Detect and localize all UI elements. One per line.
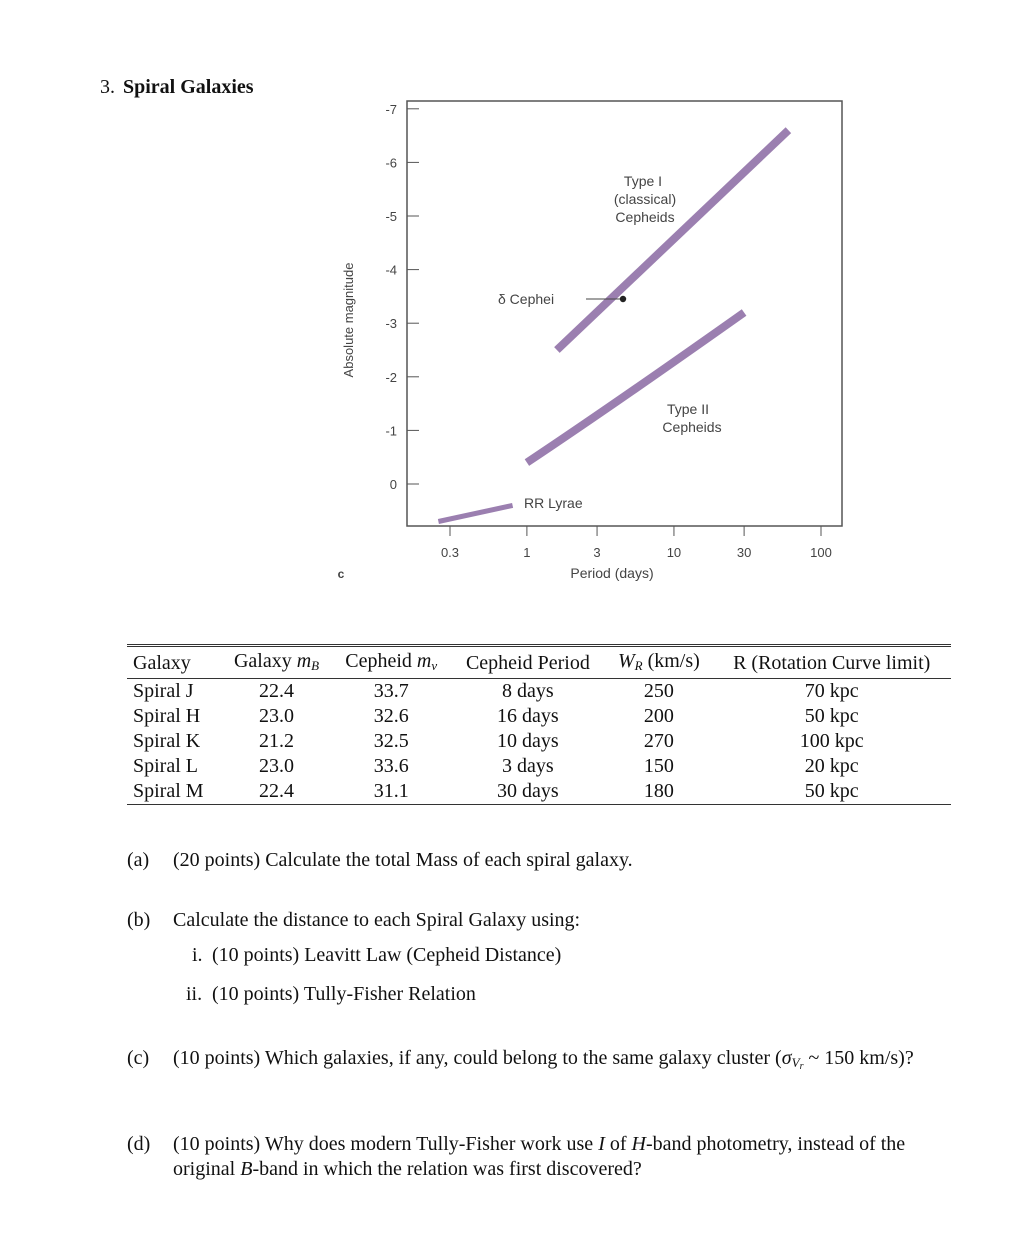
col-header-mb-subscript: B xyxy=(311,658,320,673)
section-number: 3. xyxy=(100,76,115,98)
question-b-i xyxy=(186,943,886,968)
sigma-subscript: V xyxy=(791,1055,800,1070)
type2-label-line1: Type II xyxy=(666,401,710,417)
cell-wr: 180 xyxy=(643,780,674,802)
y-tick-label: -4 xyxy=(385,262,397,278)
cell-period: 30 days xyxy=(497,780,559,802)
rr-lyrae-label: RR Lyrae xyxy=(524,495,583,511)
x-tick-label: 0.3 xyxy=(440,545,460,560)
x-tick-label: 3 xyxy=(593,545,601,560)
delta-cephei-label: δ Cephei xyxy=(498,291,555,307)
cell-mv: 33.7 xyxy=(373,680,409,702)
sigma-symbol: σ xyxy=(781,1047,792,1069)
question-d-part4: -band in which the relation was first discovered? xyxy=(252,1158,642,1180)
cell-galaxy: Spiral H xyxy=(133,705,201,727)
x-tick-label: 1 xyxy=(523,545,531,560)
question-a-label: (a) xyxy=(127,849,150,871)
col-header-mv-prefix: Cepheid xyxy=(345,650,417,672)
question-a-text: (20 points) Calculate the total Mass of each spiral galaxy. xyxy=(173,849,633,871)
cell-wr: 250 xyxy=(643,680,674,702)
i-band: I xyxy=(598,1133,605,1155)
cell-mb: 22.4 xyxy=(259,680,295,702)
cell-radius: 50 kpc xyxy=(804,705,859,727)
question-b-text: Calculate the distance to each Spiral Galaxy using: xyxy=(173,909,581,931)
cell-galaxy: Spiral K xyxy=(133,730,201,752)
y-tick-label: -5 xyxy=(385,209,397,224)
question-b-label: (b) xyxy=(127,909,151,931)
type2-cepheid-band xyxy=(527,313,744,463)
question-b-ii-label: ii. xyxy=(186,983,203,1005)
cell-mv: 31.1 xyxy=(373,780,409,802)
type2-label-line2: Cepheids xyxy=(662,419,722,435)
question-c xyxy=(127,1046,927,1079)
col-header-wr-subscript: R xyxy=(634,658,643,673)
rr-lyrae-band xyxy=(438,505,512,521)
cell-radius: 20 kpc xyxy=(804,755,859,777)
x-axis-ticks xyxy=(441,526,832,560)
type1-label-line2: (classical) xyxy=(613,191,677,207)
col-header-mb-prefix: Galaxy xyxy=(233,650,297,672)
table-row xyxy=(127,729,951,754)
cell-mb: 23.0 xyxy=(259,705,295,727)
plot-frame xyxy=(407,101,842,526)
x-tick-label: 10 xyxy=(666,545,682,560)
cell-mb: 23.0 xyxy=(259,755,295,777)
table-row xyxy=(127,679,951,705)
y-tick-label: 0 xyxy=(389,477,397,492)
cell-mv: 32.5 xyxy=(373,730,409,752)
question-a xyxy=(127,848,947,873)
table-row xyxy=(127,704,951,729)
y-axis-label: Absolute magnitude xyxy=(341,262,356,378)
type1-cepheid-band xyxy=(557,130,789,350)
question-b xyxy=(127,908,947,933)
col-header-cepheid-mv xyxy=(332,646,450,679)
data-bands xyxy=(438,130,788,521)
type1-label-line1: Type I xyxy=(623,173,663,189)
question-d xyxy=(127,1132,927,1182)
question-d-part1: (10 points) Why does modern Tully-Fisher work use xyxy=(173,1133,599,1155)
cell-period: 16 days xyxy=(497,705,559,727)
cell-galaxy: Spiral J xyxy=(133,680,194,702)
delta-cephei-point xyxy=(620,296,626,302)
cell-galaxy: Spiral L xyxy=(133,755,198,777)
cell-radius: 50 kpc xyxy=(804,780,859,802)
col-header-rotation-radius: R (Rotation Curve limit) xyxy=(712,646,951,679)
y-tick-label: -1 xyxy=(385,423,397,439)
cell-mb: 21.2 xyxy=(259,730,295,752)
y-tick-label: -7 xyxy=(385,101,397,117)
cell-galaxy: Spiral M xyxy=(133,780,204,802)
y-tick-label: -3 xyxy=(385,316,397,332)
cell-radius: 70 kpc xyxy=(804,680,859,702)
cell-mv: 32.6 xyxy=(373,705,409,727)
cell-wr: 270 xyxy=(643,730,674,752)
col-header-wr-unit: (km/s) xyxy=(642,650,700,672)
type1-label-line3: Cepheids xyxy=(615,209,675,225)
cell-period: 10 days xyxy=(497,730,559,752)
question-d-part3: -band photometry, instead of the original xyxy=(173,1133,906,1180)
question-b-ii xyxy=(186,982,886,1007)
x-tick-label: 30 xyxy=(736,545,752,560)
col-header-galaxy: Galaxy xyxy=(127,646,221,679)
table-row xyxy=(127,754,951,779)
y-axis-ticks xyxy=(385,102,419,492)
section-title: Spiral Galaxies xyxy=(123,76,254,98)
sigma-subscript-r: r xyxy=(799,1061,804,1072)
col-header-mb-symbol: m xyxy=(296,650,312,672)
cell-radius: 100 kpc xyxy=(799,730,864,752)
cell-mb: 22.4 xyxy=(259,780,295,802)
col-header-mv-symbol: m xyxy=(416,650,432,672)
cell-period: 3 days xyxy=(502,755,554,777)
question-c-text-after: ~ 150 km/s)? xyxy=(803,1047,914,1069)
question-b-i-text: (10 points) Leavitt Law (Cepheid Distance) xyxy=(212,944,562,966)
question-c-label: (c) xyxy=(127,1047,150,1069)
cell-wr: 150 xyxy=(643,755,674,777)
col-header-wr-symbol: W xyxy=(617,650,635,672)
question-c-text xyxy=(173,1046,927,1079)
y-tick-label: -6 xyxy=(385,155,397,171)
question-d-part2: of xyxy=(604,1133,632,1155)
table-header-row xyxy=(127,646,951,679)
col-header-galaxy-mb xyxy=(221,646,332,679)
question-b-i-label: i. xyxy=(192,944,203,966)
cell-mv: 33.6 xyxy=(373,755,409,777)
b-band: B xyxy=(240,1158,253,1180)
y-tick-label: -2 xyxy=(385,369,397,385)
question-d-label: (d) xyxy=(127,1133,151,1155)
col-header-wr xyxy=(605,646,712,679)
question-c-text-before: (10 points) Which galaxies, if any, could belong to the same galaxy cluster ( xyxy=(173,1047,782,1069)
cell-wr: 200 xyxy=(643,705,674,727)
question-b-ii-text: (10 points) Tully-Fisher Relation xyxy=(212,983,476,1005)
col-header-mv-subscript: v xyxy=(431,658,438,673)
x-axis-label: Period (days) xyxy=(570,565,654,581)
x-tick-label: 100 xyxy=(810,545,832,560)
col-header-cepheid-period: Cepheid Period xyxy=(450,646,605,679)
question-d-text xyxy=(173,1132,927,1182)
cell-period: 8 days xyxy=(502,680,554,702)
galaxy-data-table xyxy=(127,644,951,805)
period-luminosity-chart xyxy=(0,95,1016,595)
h-band: H xyxy=(631,1133,646,1155)
table-row xyxy=(127,779,951,805)
panel-label: c xyxy=(337,567,345,581)
